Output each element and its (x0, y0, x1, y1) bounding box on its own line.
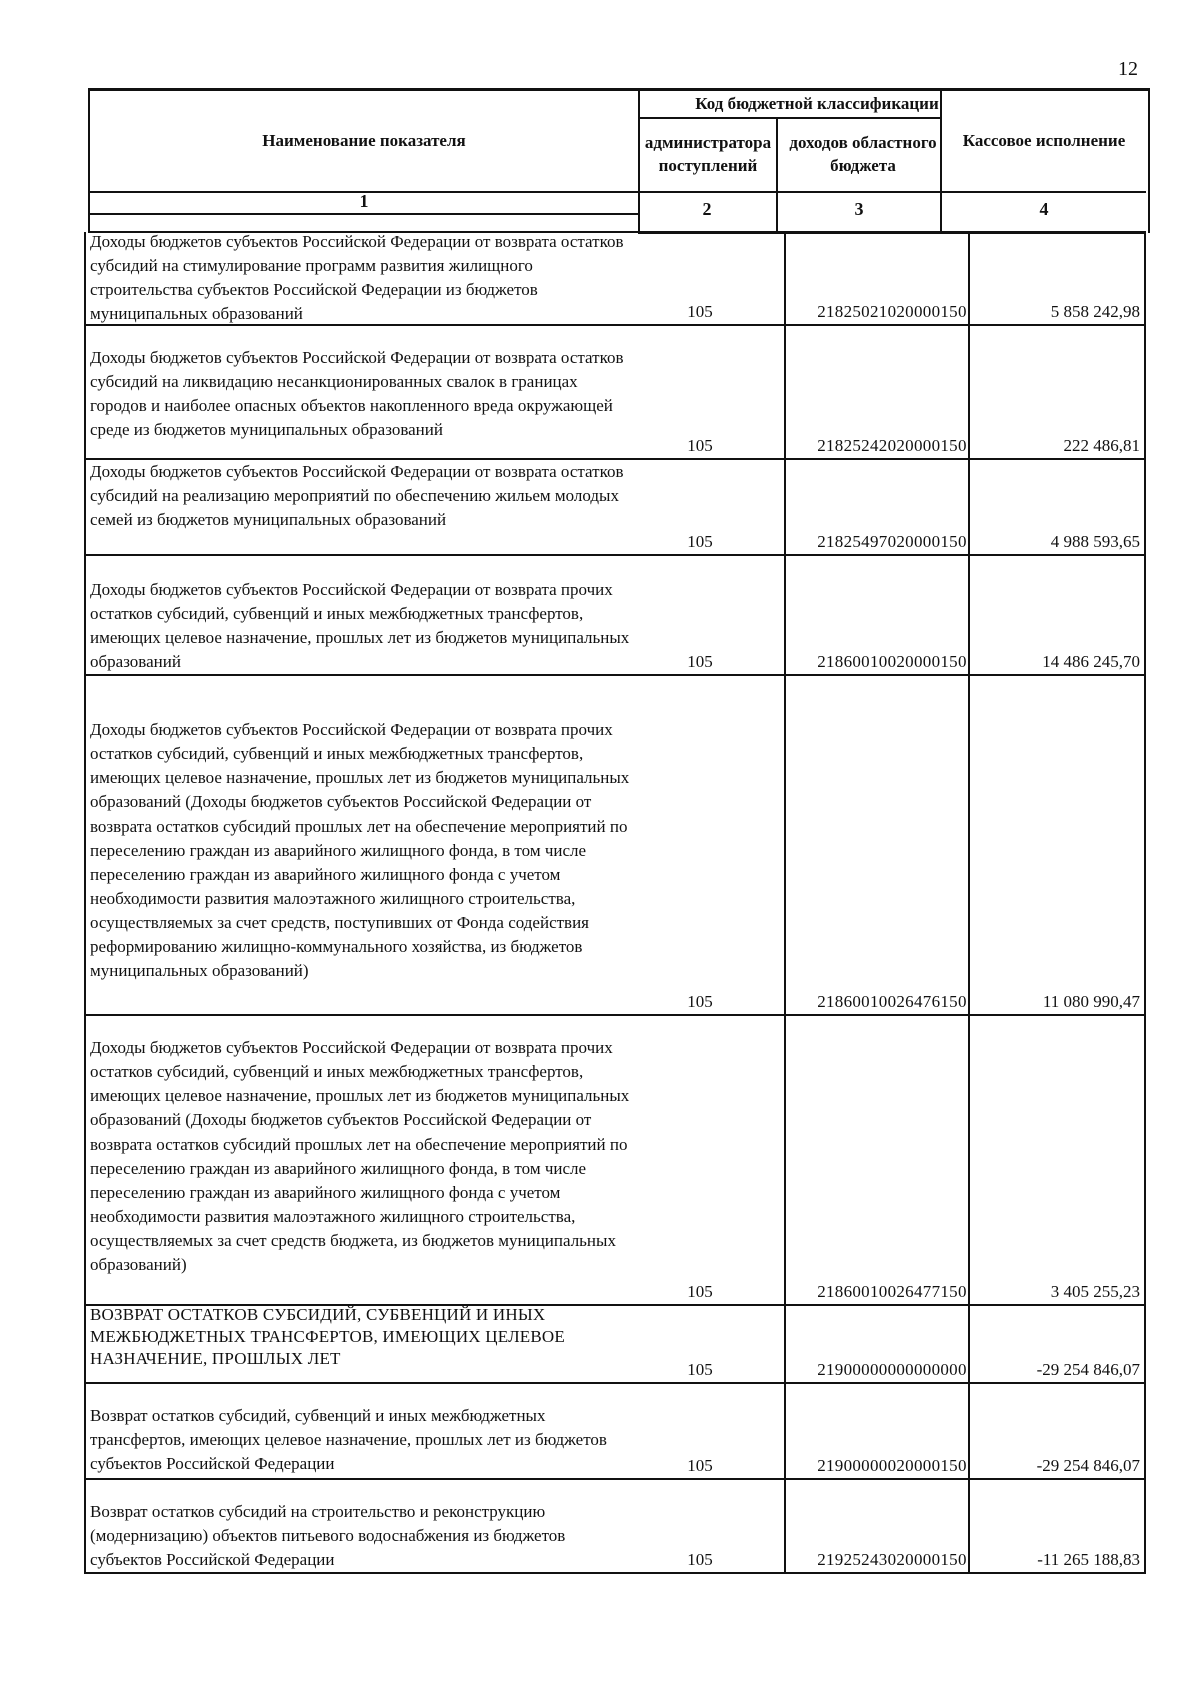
row-amount: -11 265 188,83 (1037, 1550, 1140, 1569)
row-income-code: 21860010026476150 (817, 992, 967, 1011)
row-amount: -29 254 846,07 (1036, 1456, 1140, 1475)
row-amount: 222 486,81 (1063, 436, 1140, 455)
row-name: Возврат остатков субсидий, субвенций и иных межбюджетных трансфертов, имеющих целевое назначение, прошлых лет из бюджетов субъектов Российской Федерации (90, 1406, 607, 1474)
row-amount: 14 486 245,70 (1042, 652, 1140, 671)
column-number-4: 4 (1039, 199, 1049, 219)
row-income-code: 21860010026477150 (817, 1282, 967, 1301)
column-number-3: 3 (854, 199, 864, 219)
row-income-code: 21925243020000150 (817, 1550, 967, 1569)
row-amount: 5 858 242,98 (1050, 302, 1140, 321)
row-admin-code: 105 (687, 436, 713, 455)
table-row (84, 676, 1146, 1016)
header-admin: администратора поступлений (644, 133, 772, 175)
row-amount: 4 988 593,65 (1050, 532, 1140, 551)
row-name: Доходы бюджетов субъектов Российской Федерации от возврата остатков субсидий на стимулирование программ развития жилищного строительства субъектов Российской Федерации из бюджетов муниципальных образований (90, 232, 624, 324)
column-number-1: 1 (359, 191, 369, 211)
row-admin-code: 105 (687, 1282, 713, 1301)
column-number-2: 2 (702, 199, 712, 219)
row-income-code: 21825021020000150 (817, 302, 967, 321)
table-body (84, 232, 1146, 1574)
row-admin-code: 105 (687, 992, 713, 1011)
row-admin-code: 105 (687, 532, 713, 551)
table-row (84, 556, 1146, 676)
table-header (88, 88, 1150, 233)
header-name: Наименование показателя (262, 130, 466, 150)
table-row (84, 1016, 1146, 1306)
table-row (84, 1480, 1146, 1574)
table-row (84, 460, 1146, 556)
table-row (84, 232, 1146, 326)
row-income-code: 21900000000000000 (817, 1360, 967, 1379)
header-cash: Кассовое исполнение (962, 130, 1126, 150)
row-name: ВОЗВРАТ ОСТАТКОВ СУБСИДИЙ, СУБВЕНЦИЙ И ИНЫХ МЕЖБЮДЖЕТНЫХ ТРАНСФЕРТОВ, ИМЕЮЩИХ ЦЕЛЕВОЕ НАЗНАЧЕНИЕ, ПРОШЛЫХ ЛЕТ (90, 1305, 565, 1369)
row-income-code: 21860010020000150 (817, 652, 967, 671)
row-income-code: 21825242020000150 (817, 436, 967, 455)
row-income-code: 21900000020000150 (817, 1456, 967, 1475)
row-admin-code: 105 (687, 302, 713, 321)
row-admin-code: 105 (687, 1550, 713, 1569)
table-row (84, 326, 1146, 460)
row-admin-code: 105 (687, 652, 713, 671)
header-income: доходов областного бюджета (789, 133, 937, 175)
row-name: Доходы бюджетов субъектов Российской Федерации от возврата остатков субсидий на ликвидацию несанкционированных свалок в границах городов и наиболее опасных объектов накопленного вреда окружающей среде из бюджетов муниципальных образований (90, 348, 624, 440)
row-amount: 3 405 255,23 (1050, 1282, 1140, 1301)
row-name: Возврат остатков субсидий на строительство и реконструкцию (модернизацию) объектов питьевого водоснабжения из бюджетов субъектов Российской Федерации (90, 1502, 566, 1570)
row-admin-code: 105 (687, 1456, 713, 1475)
row-amount: 11 080 990,47 (1042, 992, 1140, 1011)
table-row (84, 1384, 1146, 1480)
row-name: Доходы бюджетов субъектов Российской Федерации от возврата прочих остатков субсидий, субвенций и иных межбюджетных трансфертов, имеющих целевое назначение, прошлых лет из бюджетов муниципальных образований (Доходы бюджетов субъектов Российской Федерации от возврата остатков субсидий прошлых лет на обеспечение мероприятий по переселению граждан из аварийного жилищного фонда, в том числе переселению граждан из аварийного жилищного фонда с учетом необходимости развития малоэтажного жилищного строительства, осуществляемых за счет средств, поступивших от Фонда содействия реформированию жилищно-коммунального хозяйства, из бюджетов муниципальных образований) (90, 720, 630, 981)
header-code-group: Код бюджетной классификации (695, 93, 939, 113)
page-number: 12 (1118, 58, 1138, 80)
table-row (84, 1306, 1146, 1384)
row-amount: -29 254 846,07 (1036, 1360, 1140, 1379)
row-name: Доходы бюджетов субъектов Российской Федерации от возврата остатков субсидий на реализацию мероприятий по обеспечению жильем молодых семей из бюджетов муниципальных образований (90, 462, 624, 530)
row-name: Доходы бюджетов субъектов Российской Федерации от возврата прочих остатков субсидий, субвенций и иных межбюджетных трансфертов, имеющих целевое назначение, прошлых лет из бюджетов муниципальных образований (Доходы бюджетов субъектов Российской Федерации от возврата остатков субсидий прошлых лет на обеспечение мероприятий по переселению граждан из аварийного жилищного фонда, в том числе переселению граждан из аварийного жилищного фонда с учетом необходимости развития малоэтажного жилищного строительства, осуществляемых за счет средств бюджета, из бюджетов муниципальных образований) (90, 1038, 630, 1275)
row-income-code: 21825497020000150 (817, 532, 967, 551)
row-name: Доходы бюджетов субъектов Российской Федерации от возврата прочих остатков субсидий, субвенций и иных межбюджетных трансфертов, имеющих целевое назначение, прошлых лет из бюджетов муниципальных образований (90, 580, 630, 672)
row-admin-code: 105 (687, 1360, 713, 1379)
